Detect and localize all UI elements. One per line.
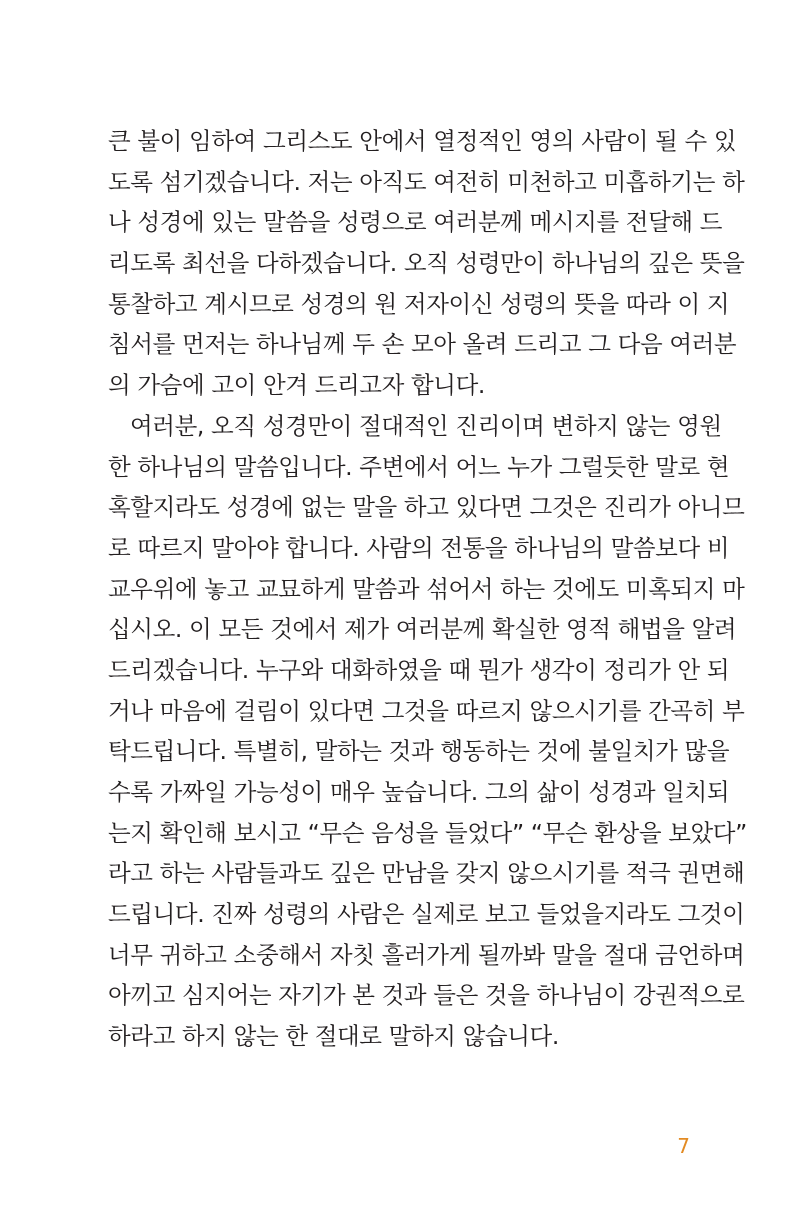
text-line: 큰 불이 임하여 그리스도 안에서 열정적인 영의 사람이 될 수 있 [108,127,737,155]
text-line: 탁드립니다. 특별히, 말하는 것과 행동하는 것에 불일치가 많을 [108,737,730,766]
text-line: 거나 마음에 걸림이 있다면 그것을 따르지 않으시기를 간곡히 부 [108,696,745,725]
text-line: 로 따르지 말아야 합니다. 사람의 전통을 하나님의 말씀보다 비 [108,533,730,562]
text-line: 나 성경에 있는 말씀을 성령으로 여러분께 메시지를 전달해 드 [108,208,723,237]
text-line: 십시오. 이 모든 것에서 제가 여러분께 확실한 영적 해법을 알려 [108,615,737,644]
body-text [108,121,747,1057]
page-number: 7 [677,1134,690,1158]
text-line: 드립니다. 진짜 성령의 사람은 실제로 보고 들었을지라도 그것이 [108,900,745,929]
text-line: 침서를 먼저는 하나님께 두 손 모아 올려 드리고 그 다음 여러분 [108,330,737,359]
text-line: 하라고 하지 않는 한 절대로 말하지 않습니다. [108,1022,559,1051]
text-line: 수록 가짜일 가능성이 매우 높습니다. 그의 삶이 성경과 일치되 [108,778,730,806]
text-line: 드리겠습니다. 누구와 대화하였을 때 뭔가 생각이 정리가 안 되 [108,655,730,684]
text-line: 아끼고 심지어는 자기가 본 것과 들은 것을 하나님이 강권적으로 [108,981,745,1010]
text-line: 통찰하고 계시므로 성경의 원 저자이신 성령의 뜻을 따라 이 지 [108,289,730,318]
text-line: 리도록 최선을 다하겠습니다. 오직 성령만이 하나님의 깊은 뜻을 [108,249,745,278]
text-line: 교우위에 놓고 교묘하게 말씀과 섞어서 하는 것에도 미혹되지 마 [108,574,745,603]
text-line-paragraph-start: 여러분, 오직 성경만이 절대적인 진리이며 변하지 않는 영원 [130,411,722,440]
text-line: 혹할지라도 성경에 없는 말을 하고 있다면 그것은 진리가 아니므 [108,493,745,522]
text-line: 의 가슴에 고이 안겨 드리고자 합니다. [108,371,485,400]
text-line: 도록 섬기겠습니다. 저는 아직도 여전히 미천하고 미흡하기는 하 [108,167,745,196]
text-line: 너무 귀하고 소중해서 자칫 흘러가게 될까봐 말을 절대 금언하며 [108,940,745,969]
text-line: 한 하나님의 말씀입니다. 주변에서 어느 누가 그럴듯한 말로 현 [108,452,730,481]
text-line: 라고 하는 사람들과도 깊은 만남을 갖지 않으시기를 적극 권면해 [108,859,745,888]
text-line: 는지 확인해 보시고 “무슨 음성을 들었다” “무슨 환상을 보았다” [108,818,747,847]
